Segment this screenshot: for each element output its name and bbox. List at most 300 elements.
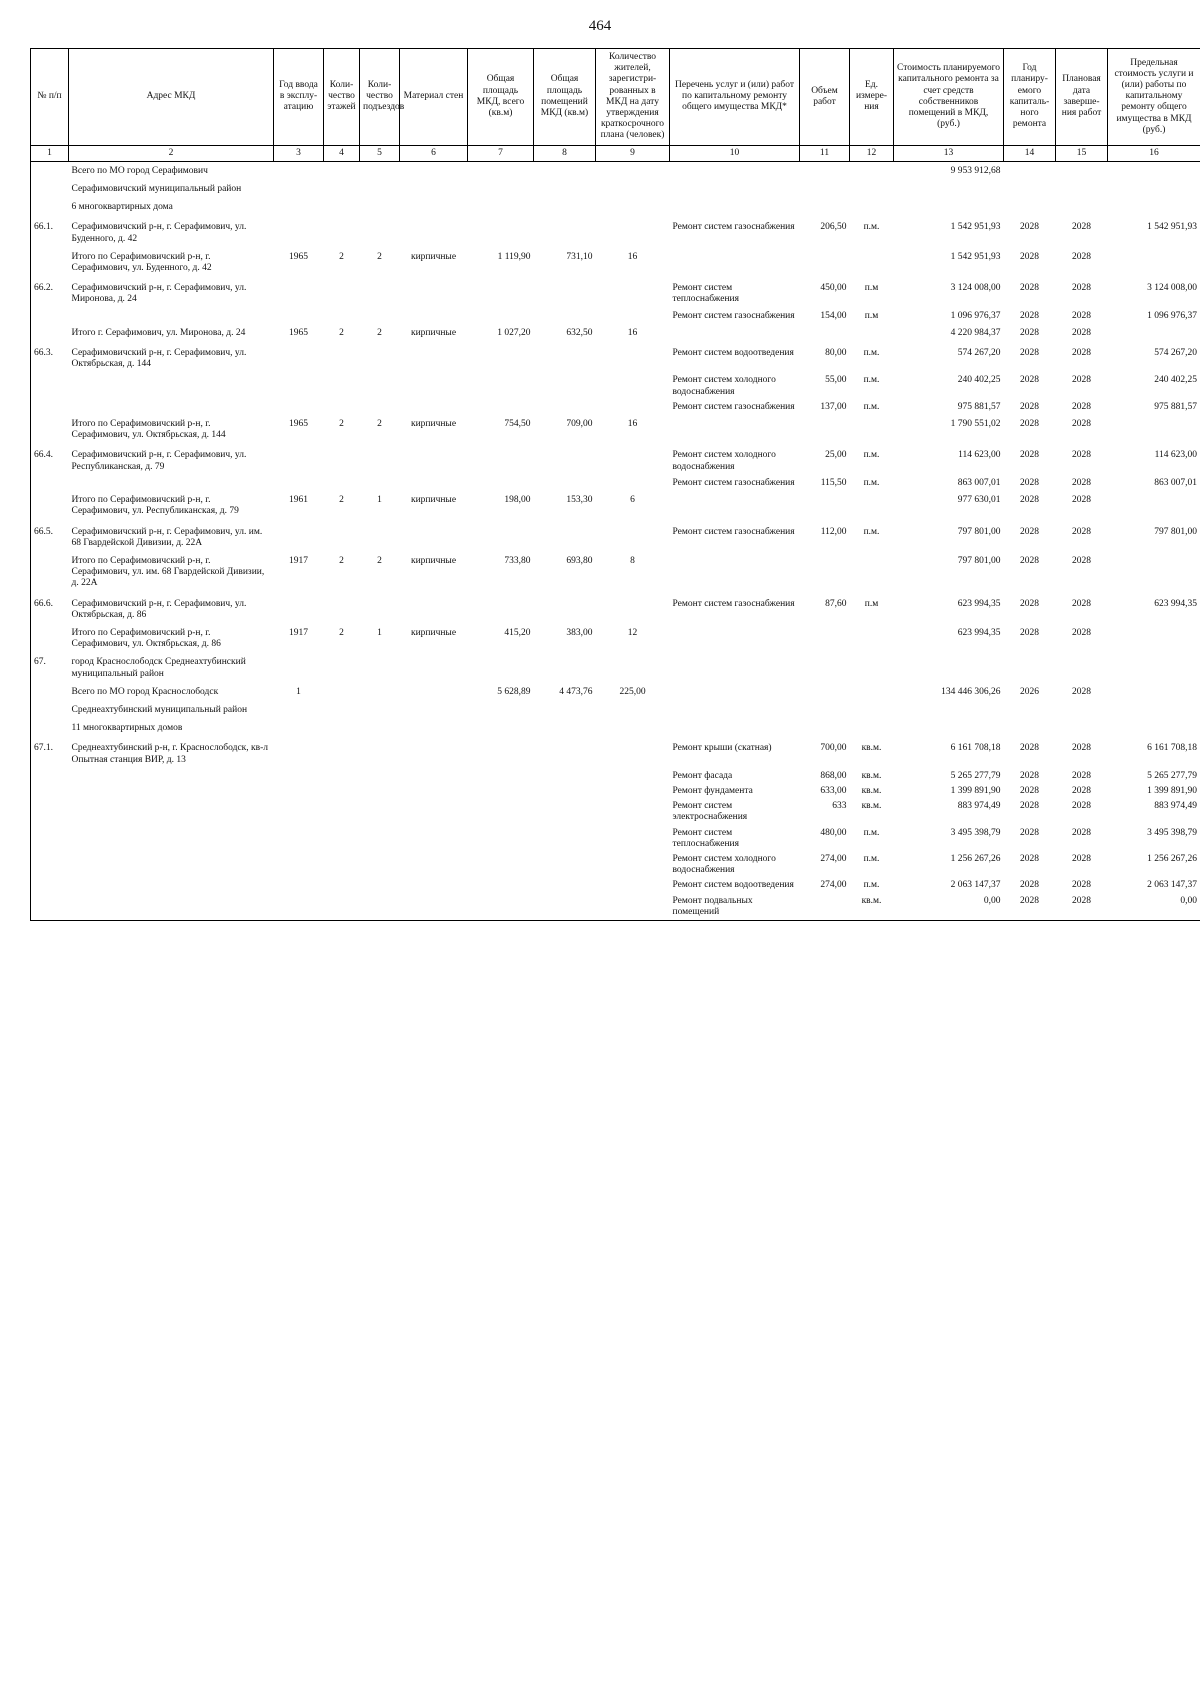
column-number-row [31,145,1200,161]
table-cell [324,373,360,399]
table-cell: 206,50 [820,222,847,233]
table-cell: 67.1. [31,737,69,768]
table-cell: 6 161 708,18 [950,743,1001,754]
table-cell [850,324,894,342]
column-header: Коли-чество этажей [324,49,360,146]
table-cell: кв.м. [850,894,894,921]
table-cell [31,476,69,491]
table-cell [1004,180,1056,198]
table-cell [69,309,274,324]
table-cell [596,878,670,893]
column-header: Количество жителей, зарегистри-рованных в МКД на дату утверждения краткосрочного плана (человек) [596,49,670,146]
table-cell: 2028 [1020,310,1039,321]
table-cell: 2 [339,251,344,262]
table-cell: Всего по МО город Краснослободск [71,686,219,697]
table-cell: 623 994,35 [1108,593,1200,624]
table-cell: 2028 [1072,222,1091,233]
table-cell: 154,00 [820,310,847,321]
table-cell [596,180,670,198]
table-cell [324,277,360,308]
table-cell [31,491,69,520]
table-cell [468,878,534,893]
table-cell: 2 [377,327,382,338]
table-cell: 2028 [1072,598,1091,609]
table-cell [31,799,69,825]
table-cell [31,552,69,593]
table-cell [274,653,324,682]
table-cell [800,324,850,342]
table-cell: 0,00 [894,894,1004,921]
table-cell: 2028 [1020,880,1039,891]
table-cell [468,593,534,624]
table-cell [468,180,534,198]
table-cell [534,309,596,324]
table-cell [324,719,360,737]
table-cell: 55,00 [825,375,847,386]
table-cell: 80,00 [825,348,847,359]
table-cell: 2028 [1020,348,1039,359]
total-row [31,552,1200,593]
table-body [31,161,1200,920]
column-number: 13 [894,145,1004,161]
table-cell [31,198,69,216]
total-row [31,248,1200,277]
table-cell [400,198,468,216]
table-cell: п.м. [863,348,880,359]
table-cell [800,683,850,701]
table-cell [324,826,360,852]
table-cell: 2028 [1072,450,1091,461]
table-cell [1108,683,1200,701]
table-cell [400,784,468,799]
table-cell: 25,00 [825,450,847,461]
table-cell [400,309,468,324]
table-cell: 2028 [1020,627,1039,638]
table-cell [324,593,360,624]
object-row [31,342,1200,373]
column-number: 10 [670,145,800,161]
table-cell: 9 953 912,68 [950,165,1001,176]
table-cell: 797 801,00 [957,526,1001,537]
table-cell: 623 994,35 [957,627,1001,638]
table-cell: 66.3. [31,342,69,373]
table-cell [468,521,534,552]
table-cell [468,476,534,491]
table-cell [31,826,69,852]
table-cell: 883 974,49 [1108,799,1200,825]
work-row [31,826,1200,852]
table-cell: 2028 [1020,327,1039,338]
table-cell: Ремонт систем газоснабжения [672,477,795,488]
table-cell [324,309,360,324]
work-row [31,784,1200,799]
table-cell [468,799,534,825]
table-cell: Итого по Серафимовичский р-н, г. Серафимович, ул. им. 68 Гвардейской Дивизии, д. 22А [71,555,265,589]
table-cell [324,342,360,373]
table-cell [1108,180,1200,198]
table-cell [400,737,468,768]
column-number: 8 [534,145,596,161]
column-header: № п/п [31,49,69,146]
table-cell [31,852,69,878]
table-cell [274,277,324,308]
table-cell: кирпичные [410,327,457,338]
table-cell: п.м [864,598,879,609]
column-number: 6 [400,145,468,161]
table-cell: кирпичные [410,555,457,566]
table-cell: 733,80 [504,555,531,566]
table-cell [468,737,534,768]
table-cell [400,683,468,701]
table-cell [69,878,274,893]
table-cell [1108,161,1200,180]
table-cell: 2028 [1020,251,1039,262]
table-cell: 2 [377,251,382,262]
table-cell [1108,491,1200,520]
table-cell: 2028 [1072,495,1091,506]
table-cell: 2028 [1020,477,1039,488]
table-cell [596,799,670,825]
table-cell [360,701,400,719]
table-cell [324,852,360,878]
table-cell: п.м. [863,375,880,386]
table-cell: город Краснослободск Среднеахтубинский муниципальный район [71,657,246,679]
table-cell [400,400,468,415]
table-cell [534,719,596,737]
table-cell [670,653,800,682]
table-cell [69,799,274,825]
table-cell [360,373,400,399]
table-cell: Серафимовичский р-н, г. Серафимович, ул. Миронова, д. 24 [71,283,247,305]
table-cell: 797 801,00 [1108,521,1200,552]
table-cell: 2028 [1072,827,1091,838]
table-cell [468,719,534,737]
table-cell [534,198,596,216]
table-cell [1108,198,1200,216]
table-cell: 975 881,57 [1108,400,1200,415]
table-cell [534,161,596,180]
table-cell: 975 881,57 [957,401,1001,412]
table-cell: Ремонт систем холодного водоснабжения [672,450,776,472]
work-row [31,373,1200,399]
table-cell: 2028 [1072,555,1091,566]
column-header: Перечень услуг и (или) работ по капитальному ремонту общего имущества МКД* [670,49,800,146]
table-cell [274,719,324,737]
table-cell [1004,161,1056,180]
table-cell [534,216,596,247]
table-cell [360,342,400,373]
table-cell: 450,00 [820,283,847,294]
table-cell [468,784,534,799]
table-cell [324,198,360,216]
table-cell [800,719,850,737]
table-cell: 225,00 [619,686,646,697]
table-cell: 240 402,25 [1108,373,1200,399]
table-cell [1108,324,1200,342]
table-cell: 137,00 [820,401,847,412]
table-cell: Серафимовичский муниципальный район [71,184,242,195]
table-cell: Ремонт фундамента [672,785,753,796]
table-cell [360,277,400,308]
table-cell [468,309,534,324]
table-cell: 274,00 [820,853,847,864]
table-cell [31,415,69,444]
table-cell: 383,00 [566,627,593,638]
total-row [31,161,1200,180]
table-cell [400,444,468,475]
table-cell [274,826,324,852]
table-cell: кв.м. [861,770,882,781]
table-cell [468,400,534,415]
column-number: 16 [1108,145,1200,161]
table-cell: 2028 [1020,785,1039,796]
table-cell [360,309,400,324]
table-cell: 1 119,90 [497,251,531,262]
table-cell [534,653,596,682]
table-cell [274,894,324,921]
table-cell [1108,653,1200,682]
table-cell [670,248,800,277]
table-cell [800,198,850,216]
table-cell: 2028 [1072,686,1091,697]
work-row [31,878,1200,893]
table-cell [1056,719,1108,737]
table-cell [596,342,670,373]
table-cell [274,521,324,552]
table-cell: 1 096 976,37 [1108,309,1200,324]
table-cell [400,719,468,737]
section-row [31,701,1200,719]
table-cell [596,277,670,308]
table-cell [400,216,468,247]
table-cell [596,198,670,216]
table-cell: 2028 [1072,283,1091,294]
table-cell: 574 267,20 [957,348,1001,359]
table-cell: Всего по МО город Серафимович [71,165,208,176]
table-cell: 2028 [1072,880,1091,891]
table-cell [360,444,400,475]
table-cell: кирпичные [410,251,457,262]
table-cell [850,701,894,719]
table-cell [1004,198,1056,216]
object-row [31,216,1200,247]
column-header: Стоимость планируемого капитального ремонта за счет средств собственников помещений в МКД, (руб.) [894,49,1004,146]
table-cell: 2026 [1020,686,1039,697]
table-cell [894,719,1004,737]
table-cell: 66.4. [31,444,69,475]
table-cell [31,683,69,701]
section-row [31,719,1200,737]
table-cell: 114 623,00 [958,450,1001,461]
table-cell: 1965 [289,251,308,262]
table-cell [324,799,360,825]
table-cell: Итого г. Серафимович, ул. Миронова, д. 24 [71,327,246,338]
table-cell [400,769,468,784]
table-cell [400,852,468,878]
table-cell: п.м. [863,477,880,488]
table-cell [468,701,534,719]
table-cell [69,400,274,415]
table-cell [534,400,596,415]
table-cell: 2028 [1072,770,1091,781]
table-cell [400,894,468,921]
table-cell: 0,00 [1108,894,1200,921]
total-row [31,683,1200,701]
table-cell: 2028 [1072,627,1091,638]
table-cell: 153,30 [566,495,593,506]
column-number: 5 [360,145,400,161]
table-cell: 731,10 [566,251,593,262]
table-cell [360,784,400,799]
table-cell [324,161,360,180]
table-cell: Ремонт систем газоснабжения [672,310,795,321]
table-cell [360,769,400,784]
table-cell: кв.м. [861,801,882,812]
table-cell [670,180,800,198]
table-cell: 2028 [1072,327,1091,338]
table-cell [324,521,360,552]
table-cell [360,593,400,624]
table-cell [360,737,400,768]
table-cell [69,373,274,399]
table-cell [468,826,534,852]
table-cell [400,593,468,624]
column-header: Объем работ [800,49,850,146]
table-cell: п.м. [863,450,880,461]
table-cell: 863 007,01 [957,477,1001,488]
table-cell: 1917 [289,627,308,638]
table-cell: 2 [339,495,344,506]
table-cell [400,653,468,682]
table-cell: 87,60 [825,598,847,609]
table-cell: Ремонт систем холодного водоснабжения [672,853,776,876]
table-cell [400,521,468,552]
table-cell: Итого по Серафимовичский р-н, г. Серафимович, ул. Октябрьская, д. 86 [71,627,221,650]
table-cell [400,826,468,852]
table-cell: 3 495 398,79 [1108,826,1200,852]
table-cell [596,826,670,852]
table-cell [31,784,69,799]
table-cell [534,476,596,491]
table-cell [596,373,670,399]
table-cell: 16 [627,327,638,338]
table-cell: Ремонт систем газоснабжения [672,401,795,412]
column-header: Общая площадь МКД, всего (кв.м) [468,49,534,146]
table-cell: 2028 [1072,348,1091,359]
table-cell [400,180,468,198]
table-cell: Серафимовичский р-н, г. Серафимович, ул. Октябрьская, д. 144 [71,348,247,370]
table-cell [324,180,360,198]
table-cell [274,309,324,324]
table-cell [274,769,324,784]
table-cell [468,444,534,475]
table-cell: Среднеахтубинский муниципальный район [71,704,248,715]
table-cell: 2028 [1072,477,1091,488]
table-cell [274,161,324,180]
table-cell: 2028 [1020,283,1039,294]
table-cell [360,683,400,701]
table-cell [69,852,274,878]
table-cell [800,624,850,653]
total-row [31,491,1200,520]
column-header: Год ввода в эксплу-атацию [274,49,324,146]
table-cell: п.м. [863,880,880,891]
table-cell [468,894,534,921]
column-number: 9 [596,145,670,161]
table-cell [596,400,670,415]
column-number: 11 [800,145,850,161]
table-cell [468,277,534,308]
table-cell: п.м [864,283,879,294]
table-cell [274,799,324,825]
table-cell: Серафимовичский р-н, г. Серафимович, ул. им. 68 Гвардейской Дивизии, д. 22А [71,526,263,548]
table-cell [31,309,69,324]
table-cell: 2028 [1072,743,1091,754]
table-cell: 2028 [1004,894,1056,921]
column-header: Коли-чество подъездов [360,49,400,146]
column-header: Адрес МКД [69,49,274,146]
table-cell: 2028 [1072,526,1091,537]
table-cell [596,769,670,784]
table-cell: 2 063 147,37 [950,880,1001,891]
table-cell: 1 542 951,93 [1108,216,1200,247]
table-cell [850,248,894,277]
table-cell [69,476,274,491]
table-cell [596,161,670,180]
table-cell [31,624,69,653]
total-row [31,415,1200,444]
table-cell [670,324,800,342]
table-cell [894,198,1004,216]
table-cell [1056,653,1108,682]
capital-repair-plan-table [30,48,1200,921]
object-row [31,277,1200,308]
table-cell: Ремонт систем водоотведения [672,348,794,359]
table-cell: 3 124 008,00 [1108,277,1200,308]
table-cell [69,769,274,784]
table-cell: 1965 [289,327,308,338]
table-cell: 3 124 008,00 [950,283,1001,294]
table-cell [1056,198,1108,216]
table-cell: 1 542 951,93 [950,222,1001,233]
table-cell: 977 630,01 [957,495,1001,506]
table-cell [596,653,670,682]
table-cell: 2028 [1020,495,1039,506]
column-header: Материал стен [400,49,468,146]
table-cell [360,521,400,552]
table-cell: 66.6. [31,593,69,624]
table-cell: 2028 [1072,801,1091,812]
table-cell [31,400,69,415]
table-cell [800,180,850,198]
table-cell: 2028 [1020,401,1039,412]
table-cell [534,737,596,768]
table-cell [324,878,360,893]
table-cell [800,161,850,180]
table-cell [468,216,534,247]
table-cell [31,161,69,180]
table-cell [31,894,69,921]
table-cell [534,521,596,552]
table-cell: 1 790 551,02 [950,419,1001,430]
table-cell [596,852,670,878]
table-cell: 1 096 976,37 [950,310,1001,321]
table-cell [596,444,670,475]
table-cell [800,653,850,682]
table-cell [274,701,324,719]
table-cell: 1 [377,627,382,638]
table-cell: 66.2. [31,277,69,308]
